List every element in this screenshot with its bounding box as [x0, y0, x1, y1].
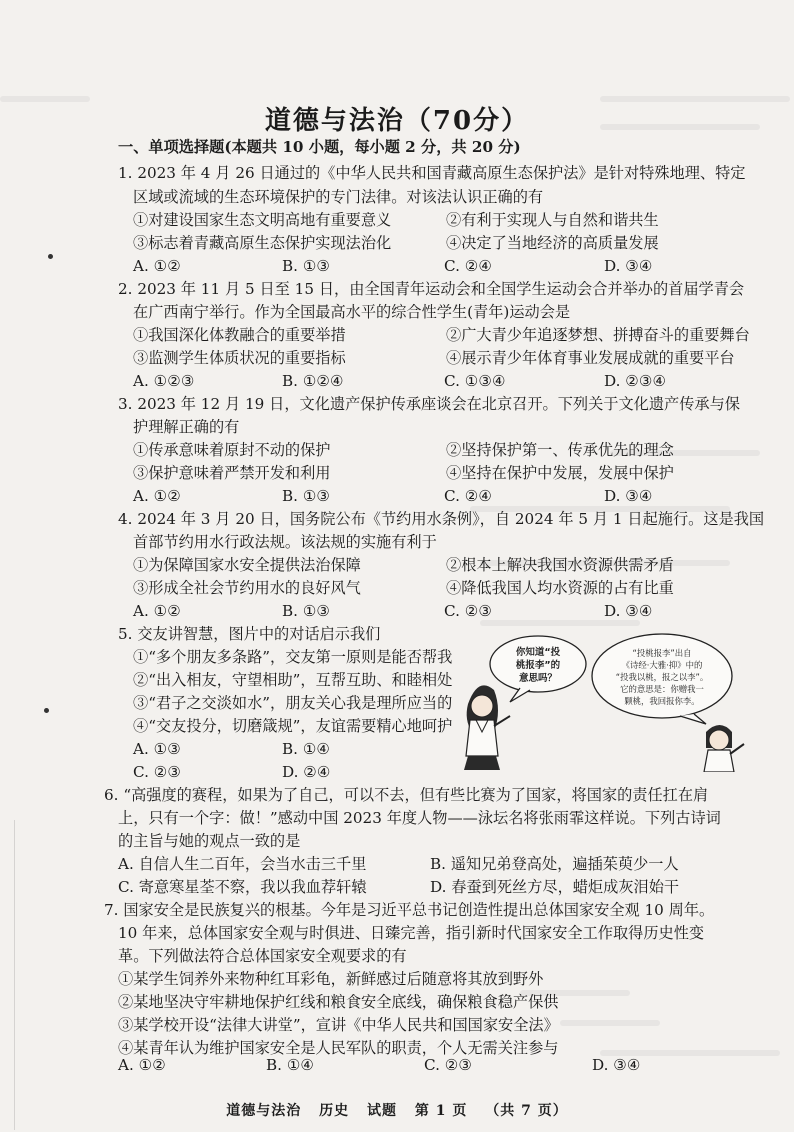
statement-3: ③形成全社会节约用水的良好风气 [133, 579, 361, 597]
choice-d[interactable]: D. 春蚕到死丝方尽，蜡炬成灰泪始干 [430, 878, 680, 896]
choice-b[interactable]: B. ①④ [266, 1056, 315, 1074]
bubble-right-line: 《诗经·大雅·抑》中的 [621, 660, 703, 670]
bubble-right-line: “投我以桃，报之以李”。 [615, 672, 709, 682]
choice-a[interactable]: A. ①② [133, 602, 181, 620]
question-stem: 上，只有一个字：做！”感动中国 2023 年度人物——泳坛名将张雨霏这样说。下列古诗词 [118, 809, 721, 827]
page-fold-line [14, 820, 15, 1130]
choice-b[interactable]: B. ①③ [282, 257, 331, 275]
page-title: 道德与法治（70分） [264, 106, 530, 136]
statement-2: ②某地坚决守牢耕地保护红线和粮食安全底线，确保粮食稳产保供 [118, 993, 559, 1011]
statement-4: ④“交友投分，切磨箴规”，友谊需要精心地呵护 [133, 717, 453, 735]
girl-figure-left [464, 685, 510, 770]
choice-b[interactable]: B. ①③ [282, 487, 331, 505]
question-stem: 护理解正确的有 [133, 418, 240, 436]
choice-c[interactable]: C. ②③ [424, 1056, 472, 1074]
section-heading: 一、单项选择题(本题共 10 小题，每小题 2 分，共 20 分) [118, 138, 521, 156]
choice-d[interactable]: D. ②③④ [604, 372, 667, 390]
footer-subject: 道德与法治 [226, 1103, 302, 1119]
choice-c[interactable]: C. ②③ [133, 763, 181, 781]
question-stem: 2. 2023 年 11 月 5 日至 15 日，由全国青年运动会和全国学生运动会合并举办的首届学青会 [118, 280, 745, 298]
question-stem: 在广西南宁举行。作为全国最高水平的综合性学生(青年)运动会是 [133, 303, 571, 321]
bubble-right-line: 它的意思是：你赠我一 [620, 684, 704, 694]
question-stem: 7. 国家安全是民族复兴的根基。今年是习近平总书记创造性提出总体国家安全观 10 周年。 [104, 901, 715, 919]
statement-3: ③标志着青藏高原生态保护实现法治化 [133, 234, 392, 252]
question-stem: 区域或流域的生态环境保护的专门法律。对该法认识正确的有 [133, 188, 544, 206]
bubble-left-line: 你知道“投 [515, 647, 561, 658]
question-stem: 3. 2023 年 12 月 19 日，文化遗产保护传承座谈会在北京召开。下列关于文化遗产传承与保 [118, 395, 740, 413]
statement-3: ③某学校开设“法律大讲堂”，宣讲《中华人民共和国国家安全法》 [118, 1016, 559, 1034]
question-stem: 10 年来，总体国家安全观与时俱进、日臻完善，指引新时代国家安全工作取得历史性变 [118, 924, 705, 942]
choice-d[interactable]: D. ③④ [604, 487, 653, 505]
question-stem: 1. 2023 年 4 月 26 日通过的《中华人民共和国青藏高原生态保护法》是针对特殊地理、特定 [118, 164, 746, 182]
statement-1: ①传承意味着原封不动的保护 [133, 441, 331, 459]
statement-3: ③“君子之交淡如水”，朋友关心我是理所应当的 [133, 694, 453, 712]
punch-mark [44, 708, 49, 713]
bubble-left-line: 桃报李”的 [515, 660, 561, 671]
question-stem: 的主旨与她的观点一致的是 [118, 832, 301, 850]
choice-a[interactable]: A. ①② [118, 1056, 166, 1074]
statement-2: ②广大青少年追逐梦想、拼搏奋斗的重要舞台 [446, 326, 750, 344]
page-footer [0, 1100, 794, 1120]
choice-a[interactable]: A. ①② [133, 257, 181, 275]
dialogue-illustration [458, 632, 754, 772]
statement-1: ①对建设国家生态文明高地有重要意义 [133, 211, 392, 229]
choice-c[interactable]: C. ②④ [444, 257, 492, 275]
choice-a[interactable]: A. ①③ [133, 740, 181, 758]
statement-4: ④坚持在保护中发展，发展中保护 [446, 464, 674, 482]
question-stem: 4. 2024 年 3 月 20 日，国务院公布《节约用水条例》，自 2024 年 5 月 1 日起施行。这是我国 [118, 510, 765, 528]
choice-b[interactable]: B. 遥知兄弟登高处，遍插茱萸少一人 [430, 855, 679, 873]
statement-2: ②有利于实现人与自然和谐共生 [446, 211, 659, 229]
statement-1: ①为保障国家水安全提供法治保障 [133, 556, 361, 574]
statement-2: ②根本上解决我国水资源供需矛盾 [446, 556, 674, 574]
choice-a[interactable]: A. ①②③ [133, 372, 195, 390]
choice-d[interactable]: D. ③④ [592, 1056, 641, 1074]
footer-page-number: 第 1 页 [414, 1103, 468, 1119]
bubble-right-line: 颗桃，我回报你李。 [624, 696, 700, 706]
choice-c[interactable]: C. ②④ [444, 487, 492, 505]
statement-1: ①我国深化体教融合的重要举措 [133, 326, 346, 344]
question-stem: 革。下列做法符合总体国家安全观要求的有 [118, 947, 407, 965]
choice-d[interactable]: D. ③④ [604, 257, 653, 275]
statement-4: ④某青年认为维护国家安全是人民军队的职责，个人无需关注参与 [118, 1039, 559, 1057]
question-stem: 首部节约用水行政法规。该法规的实施有利于 [133, 533, 437, 551]
question-stem: 6. “高强度的赛程，如果为了自己，可以不去，但有些比赛为了国家，将国家的责任扛在肩 [104, 786, 709, 804]
girl-figure-right [704, 725, 744, 772]
statement-4: ④决定了当地经济的高质量发展 [446, 234, 659, 252]
choice-d[interactable]: D. ②④ [282, 763, 331, 781]
bubble-left-line: 意思吗？ [518, 673, 558, 684]
statement-3: ③保护意味着严禁开发和利用 [133, 464, 331, 482]
choice-a[interactable]: A. ①② [133, 487, 181, 505]
choice-c[interactable]: C. ①③④ [444, 372, 506, 390]
statement-2: ②坚持保护第一、传承优先的理念 [446, 441, 674, 459]
footer-kind: 试题 [367, 1103, 397, 1119]
question-stem: 5. 交友讲智慧，图片中的对话启示我们 [118, 625, 381, 643]
statement-1: ①“多个朋友多条路”，交友第一原则是能否帮我 [133, 648, 453, 666]
statement-3: ③监测学生体质状况的重要指标 [133, 349, 346, 367]
statement-4: ④展示青少年体育事业发展成就的重要平台 [446, 349, 735, 367]
choice-b[interactable]: B. ①②④ [282, 372, 344, 390]
footer-total-pages: （共 7 页） [485, 1103, 568, 1119]
punch-mark [48, 254, 53, 259]
choice-d[interactable]: D. ③④ [604, 602, 653, 620]
statement-4: ④降低我国人均水资源的占有比重 [446, 579, 674, 597]
choice-c[interactable]: C. ②③ [444, 602, 492, 620]
choice-b[interactable]: B. ①④ [282, 740, 331, 758]
bubble-right-line: “投桃报李”出自 [632, 648, 692, 658]
choice-c[interactable]: C. 寄意寒星荃不察，我以我血荐轩辕 [118, 878, 367, 896]
statement-1: ①某学生饲养外来物种红耳彩龟，新鲜感过后随意将其放到野外 [118, 970, 544, 988]
footer-subject: 历史 [319, 1103, 350, 1119]
choice-b[interactable]: B. ①③ [282, 602, 331, 620]
choice-a[interactable]: A. 自信人生二百年，会当水击三千里 [118, 855, 367, 873]
statement-2: ②“出入相友，守望相助”，互帮互助、和睦相处 [133, 671, 453, 689]
